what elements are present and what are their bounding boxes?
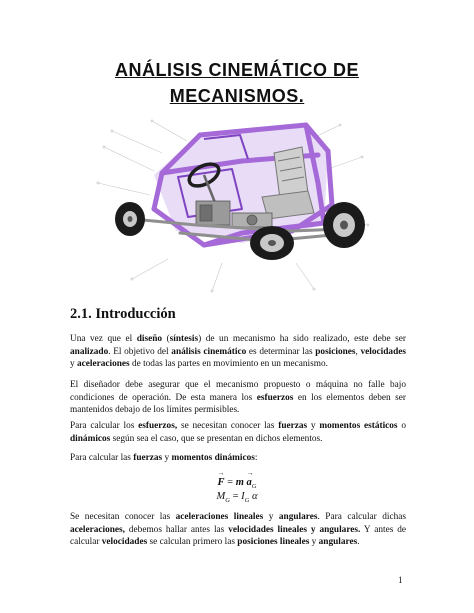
- paragraph-stresses: Para calcular los esfuerzos, se necesitan conocer las fuerzas y momentos estáticos o dinámicos según sea el caso, que se presentan en dichos elementos.: [70, 421, 406, 444]
- rear-right-wheel: [323, 202, 365, 248]
- paragraph-accelerations: Se necesitan conocer las aceleraciones lineales y angulares. Para calcular dichas aceleraciones, debemos hallar antes las velocidades lineales y angulares. Y antes de calcular velocidades se calculan primero las posiciones lineales y angulares.: [70, 512, 407, 548]
- tricycle-vehicle-illustration: [92, 113, 382, 295]
- equation-newton: → $F = m \to a_G$: [0, 477, 474, 490]
- document-title-line1: ANÁLISIS CINEMÁTICO DE: [114, 60, 359, 80]
- page-number: 1: [398, 575, 403, 585]
- front-wheel: [115, 202, 145, 236]
- paragraph-forces: Para calcular las fuerzas y momentos dinámicos:: [70, 453, 258, 463]
- document-title-line2: MECANISMOS.: [169, 86, 305, 106]
- rear-left-wheel: [250, 226, 294, 260]
- paragraph-designer: El diseñador debe asegurar que el mecanismo propuesto o máquina no falle bajo condiciones de operación. De esta manera los esfuerzos en los elementos deben ser mantenidos debajo de los límites permisibles.: [70, 380, 406, 416]
- section-heading: 2.1. Introducción: [70, 306, 176, 322]
- paragraph-intro: Una vez que el diseño (síntesis) de un mecanismo ha sido realizado, este debe ser analizado. El objetivo del análisis cinemático es determinar las posiciones, velocidades y aceleraciones de todas las partes en movimiento en un mecanismo.: [70, 334, 406, 370]
- equation-euler: $M_G = I_G$ α: [216, 491, 258, 505]
